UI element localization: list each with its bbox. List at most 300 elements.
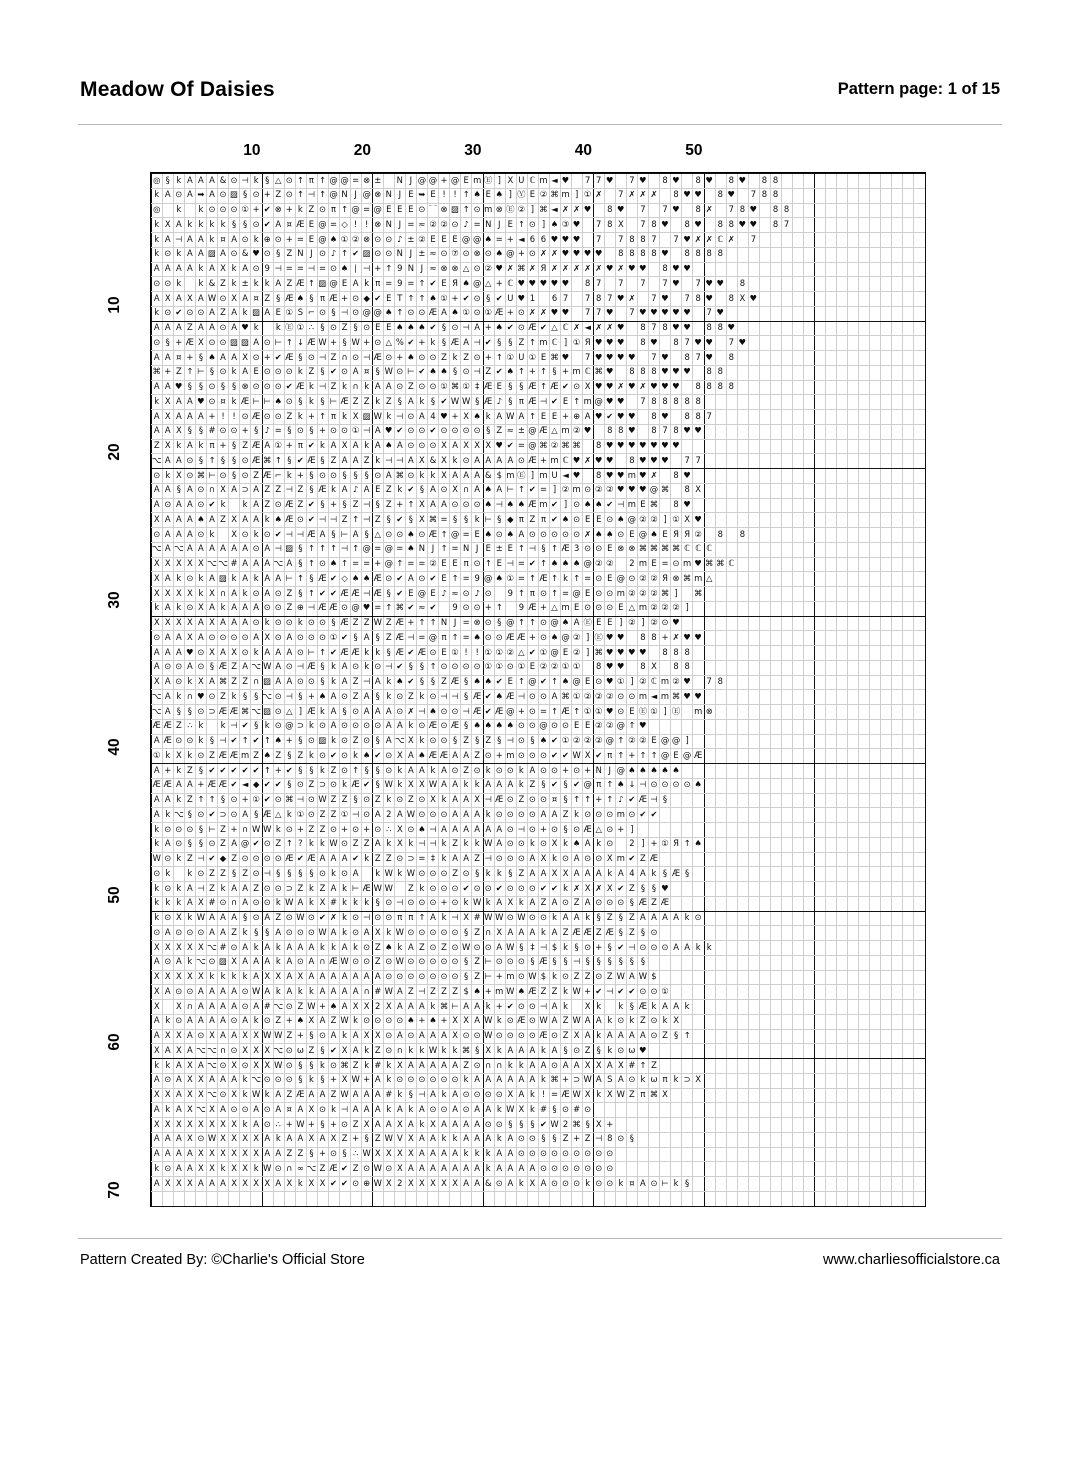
stitch-cell: ⊙ <box>495 1031 503 1041</box>
stitch-cell <box>715 294 725 306</box>
stitch-cell: ♪ <box>496 396 502 406</box>
stitch-cell: § <box>220 382 226 392</box>
stitch-cell: Z <box>640 854 646 864</box>
stitch-cell: ♥ <box>594 455 603 465</box>
stitch-cell: A <box>164 264 171 274</box>
stitch-cell: X <box>595 1119 602 1129</box>
stitch-cell: + <box>528 367 536 377</box>
stitch-cell: Æ <box>296 1090 305 1100</box>
stitch-cell: ⊙ <box>341 750 349 760</box>
stitch-cell: ↑ <box>462 190 470 200</box>
stitch-cell: A <box>352 986 359 996</box>
stitch-cell: § <box>198 824 204 834</box>
stitch-cell: k <box>220 721 226 731</box>
stitch-cell: ⊙ <box>385 750 393 760</box>
stitch-cell: ⊙ <box>539 618 547 628</box>
stitch-cell: A <box>518 1090 525 1100</box>
stitch-cell: X <box>175 1178 182 1188</box>
stitch-cell: ⊙ <box>175 1016 183 1026</box>
stitch-cell: Z <box>275 913 282 923</box>
stitch-cell: = <box>296 264 304 274</box>
stitch-cell: ⌥ <box>151 691 162 701</box>
stitch-cell: ⊙ <box>551 765 559 775</box>
stitch-cell: ⊙ <box>285 1075 293 1085</box>
stitch-cell: ✔ <box>429 573 437 583</box>
stitch-cell: ⊙ <box>385 1016 393 1026</box>
stitch-cell: A <box>209 1016 215 1026</box>
stitch-cell: A <box>153 765 160 775</box>
stitch-cell: X <box>341 1045 348 1055</box>
stitch-cell: = <box>352 559 360 569</box>
stitch-cell: ⊙ <box>164 278 172 288</box>
stitch-cell: ⊙ <box>506 1031 514 1041</box>
stitch-cell: Æ <box>539 957 548 967</box>
stitch-cell: k <box>474 1149 480 1159</box>
stitch-cell: A <box>385 706 392 716</box>
stitch-cell: ] <box>541 219 546 229</box>
stitch-cell: k <box>397 942 403 952</box>
stitch-cell: # <box>263 1001 271 1011</box>
stitch-cell <box>494 589 504 601</box>
stitch-cell: k <box>386 1075 392 1085</box>
stitch-cell: Z <box>463 736 469 746</box>
stitch-cell: ⊙ <box>606 839 614 849</box>
stitch-cell: A <box>419 1134 425 1144</box>
stitch-cell: ⊙ <box>330 1060 338 1070</box>
stitch-cell: A <box>231 1001 237 1011</box>
stitch-cell: A <box>474 809 481 819</box>
stitch-cell: ♥ <box>650 455 658 465</box>
stitch-cell: E <box>585 514 591 524</box>
stitch-cell: ∣ <box>353 264 358 274</box>
stitch-cell: ♥ <box>738 175 747 185</box>
stitch-cell: § <box>541 780 546 790</box>
stitch-cell: ↑ <box>573 795 581 805</box>
stitch-cell: + <box>285 1119 293 1129</box>
stitch-cell: ▨ <box>252 308 261 318</box>
stitch-cell: k <box>353 942 359 952</box>
stitch-cell: ⊙ <box>230 175 238 185</box>
stitch-cell: ⊃ <box>296 721 304 731</box>
stitch-cell: A <box>242 883 248 893</box>
stitch-cell: Z <box>452 868 458 878</box>
stitch-cell: A <box>186 1045 193 1055</box>
stitch-cell: A <box>430 1031 436 1041</box>
stitch-cell: ✔ <box>429 426 437 436</box>
stitch-cell: 9 <box>397 278 403 288</box>
stitch-cell: A <box>209 544 215 554</box>
stitch-cell: k <box>441 795 447 805</box>
stitch-cell: k <box>485 411 491 421</box>
stitch-cell: Æ <box>329 957 338 967</box>
stitch-cell: ¤ <box>220 234 226 244</box>
stitch-cell: Z <box>186 323 193 333</box>
stitch-cell: ⊙ <box>617 1045 625 1055</box>
stitch-cell: ⊣ <box>484 854 492 864</box>
stitch-cell: E <box>430 234 436 244</box>
stitch-cell: ⊙ <box>429 691 437 701</box>
stitch-cell: @ <box>428 175 438 185</box>
stitch-cell: ⊙ <box>495 765 503 775</box>
stitch-cell: Ⓔ <box>506 205 515 215</box>
stitch-cell: A <box>308 972 315 982</box>
stitch-cell: A <box>198 234 204 244</box>
stitch-cell: ♥ <box>561 278 570 288</box>
stitch-cell: X <box>164 972 171 982</box>
stitch-cell: ⊙ <box>484 1119 492 1129</box>
stitch-cell: ⌥ <box>151 455 162 465</box>
stitch-cell: ⊣ <box>296 529 304 539</box>
stitch-cell: ⊙ <box>473 603 481 613</box>
stitch-cell: E <box>551 411 558 421</box>
stitch-cell: ⊙ <box>495 854 503 864</box>
stitch-cell: ② <box>440 219 448 229</box>
stitch-cell: Æ <box>218 662 228 672</box>
stitch-cell: ⊙ <box>274 795 282 805</box>
stitch-cell: k <box>154 190 160 200</box>
stitch-cell: ↑ <box>407 500 415 510</box>
stitch-cell <box>605 279 615 291</box>
stitch-cell: ⊙ <box>517 1134 525 1144</box>
stitch-cell: A <box>330 691 337 701</box>
stitch-cell: ♥ <box>606 308 614 318</box>
stitch-cell: A <box>518 927 525 937</box>
stitch-cell: A <box>275 662 282 672</box>
stitch-cell: ① <box>583 190 592 200</box>
stitch-cell: ⊙ <box>263 883 271 893</box>
stitch-cell <box>572 294 582 306</box>
stitch-cell: A <box>264 588 271 598</box>
stitch-cell: A <box>264 647 271 657</box>
stitch-cell: ♥ <box>683 308 691 318</box>
stitch-cell: 8 <box>673 190 679 200</box>
stitch-cell: k <box>596 1001 602 1011</box>
stitch-cell: ♥ <box>694 691 702 701</box>
stitch-cell: Æ <box>638 898 647 908</box>
stitch-cell: A <box>407 1001 414 1011</box>
stitch-cell: ⊙ <box>462 1031 470 1041</box>
stitch-cell: X <box>242 1163 248 1173</box>
stitch-cell: ∩ <box>352 382 359 392</box>
stitch-cell: ♥ <box>661 219 669 229</box>
stitch-cell: X <box>231 529 237 539</box>
stitch-cell: § <box>309 765 314 775</box>
stitch-cell: ⊙ <box>473 426 481 436</box>
stitch-cell: ∩ <box>286 1163 293 1173</box>
stitch-cell: ↑ <box>451 632 459 642</box>
stitch-cell: @ <box>450 175 460 185</box>
stitch-cell: @ <box>318 234 327 244</box>
stitch-cell: ✔ <box>628 854 636 864</box>
stitch-cell: Æ <box>417 647 426 657</box>
stitch-cell: k <box>154 308 160 318</box>
stitch-cell: + <box>318 1149 326 1159</box>
stitch-cell: 7 <box>684 293 690 303</box>
stitch-cell: Æ <box>694 750 703 760</box>
stitch-cell: ♪ <box>397 234 403 244</box>
stitch-cell: Æ <box>263 470 272 480</box>
stitch-cell: A <box>419 411 425 421</box>
stitch-cell: A <box>452 1104 458 1114</box>
stitch-cell: ↑ <box>396 308 404 318</box>
stitch-cell: E <box>408 190 414 200</box>
stitch-cell: A <box>485 824 492 834</box>
stitch-cell: ⊙ <box>352 662 360 672</box>
stitch-cell: ♠ <box>197 514 205 524</box>
stitch-cell: 7 <box>607 293 613 303</box>
stitch-cell: ↑ <box>307 278 315 288</box>
stitch-cell: ⌐ <box>307 308 315 318</box>
stitch-cell: ⊙ <box>219 632 227 642</box>
stitch-cell: A <box>164 706 171 716</box>
stitch-cell: ] <box>552 485 557 495</box>
stitch-cell: A <box>175 1060 182 1070</box>
stitch-cell: ⊙ <box>396 795 404 805</box>
stitch-cell: ▨ <box>318 278 327 288</box>
stitch-cell <box>627 279 637 291</box>
stitch-cell: A <box>264 957 271 967</box>
stitch-cell: ♥ <box>639 308 647 318</box>
stitch-cell: k <box>529 839 535 849</box>
stitch-cell: ⊙ <box>473 308 481 318</box>
stitch-cell: J <box>498 219 501 229</box>
stitch-cell: ⊣ <box>429 824 437 834</box>
stitch-cell: ⊙ <box>462 426 470 436</box>
stitch-cell <box>726 530 736 542</box>
stitch-cell: ⊣ <box>595 1134 603 1144</box>
stitch-cell: ⊙ <box>551 824 559 834</box>
stitch-cell: ⊙ <box>363 942 371 952</box>
stitch-cell: A <box>463 1001 469 1011</box>
stitch-cell: Æ <box>539 573 548 583</box>
stitch-cell: X <box>231 1060 237 1070</box>
stitch-cell <box>671 353 681 365</box>
stitch-cell: ⊙ <box>363 809 371 819</box>
stitch-cell: X <box>584 883 591 893</box>
stitch-cell: Z <box>651 1060 657 1070</box>
stitch-cell: ⊙ <box>517 323 525 333</box>
stitch-cell: X <box>308 1104 315 1114</box>
stitch-cell: A <box>352 278 359 288</box>
stitch-cell: = <box>363 205 371 215</box>
stitch-cell: + <box>164 765 172 775</box>
stitch-cell: 7 <box>651 323 657 333</box>
stitch-cell: ⊢ <box>451 1001 459 1011</box>
stitch-cell: Æ <box>528 603 537 613</box>
stitch-cell: k <box>673 1075 679 1085</box>
stitch-cell: k <box>154 249 160 259</box>
stitch-cell: ⊙ <box>473 293 481 303</box>
stitch-cell: X <box>198 972 204 982</box>
stitch-cell: ⊙ <box>363 795 371 805</box>
stitch-cell: k <box>154 913 160 923</box>
stitch-cell: A <box>175 632 182 642</box>
stitch-cell: ✔ <box>595 750 603 760</box>
stitch-cell: 7 <box>585 308 591 318</box>
stitch-cell: X <box>595 1060 602 1070</box>
stitch-cell: A <box>441 765 447 775</box>
stitch-cell: A <box>452 441 458 451</box>
stitch-cell: X <box>198 1090 204 1100</box>
stitch-cell: ⊣ <box>263 868 271 878</box>
stitch-cell: A <box>198 411 204 421</box>
stitch-cell: Z <box>419 942 425 952</box>
stitch-cell: ♥ <box>495 441 504 451</box>
stitch-cell: § <box>187 839 192 849</box>
stitch-cell: 2 <box>386 809 392 819</box>
stitch-cell: k <box>397 780 403 790</box>
stitch-cell: ⊙ <box>551 1149 559 1159</box>
stitch-cell: A <box>164 529 171 539</box>
stitch-cell: ⊙ <box>506 795 514 805</box>
stitch-cell: X <box>153 1090 160 1100</box>
stitch-cell: k <box>220 972 226 982</box>
stitch-cell: ♥ <box>561 352 570 362</box>
stitch-cell: § <box>375 898 380 908</box>
stitch-cell: A <box>164 323 171 333</box>
stitch-cell: k <box>165 1016 171 1026</box>
stitch-cell: Z <box>474 927 481 937</box>
stitch-cell: ♪ <box>352 485 359 495</box>
stitch-cell: A <box>374 426 381 436</box>
stitch-cell: m <box>694 573 703 583</box>
stitch-cell: ⊙ <box>363 323 371 333</box>
stitch-cell: ¤ <box>176 352 182 362</box>
stitch-cell: ⊣ <box>363 514 371 524</box>
stitch-cell: ⊙ <box>462 455 470 465</box>
stitch-cell: m <box>561 190 570 200</box>
stitch-cell: k <box>662 1016 668 1026</box>
stitch-cell: k <box>430 765 436 775</box>
stitch-cell: ✗ <box>539 308 547 318</box>
stitch-cell: k <box>386 691 392 701</box>
stitch-cell: ② <box>639 573 647 583</box>
stitch-cell: k <box>297 986 303 996</box>
stitch-cell: A <box>518 1045 525 1055</box>
stitch-cell: ⊃ <box>683 1075 691 1085</box>
stitch-cell: ♥ <box>683 367 691 377</box>
stitch-cell: Æ <box>318 603 327 613</box>
stitch-cell: ◎ <box>153 175 161 185</box>
stitch-cell: ⊙ <box>252 264 260 274</box>
stitch-cell: A <box>430 1163 436 1173</box>
stitch-cell: ♥ <box>705 278 713 288</box>
stitch-cell: k <box>297 367 303 377</box>
top-axis-label: 30 <box>464 142 482 159</box>
stitch-cell: A <box>220 1016 226 1026</box>
stitch-cell: A <box>485 780 492 790</box>
stitch-cell: + <box>341 824 349 834</box>
stitch-cell: + <box>495 278 503 288</box>
stitch-cell: ✗ <box>672 632 680 642</box>
stitch-cell: Z <box>407 382 414 392</box>
stitch-cell: ② <box>550 662 559 672</box>
stitch-cell <box>715 338 725 350</box>
stitch-cell: ♥ <box>606 175 614 185</box>
stitch-cell: ✔ <box>650 809 658 819</box>
stitch-cell: = <box>374 603 382 613</box>
stitch-cell: A <box>286 632 293 642</box>
stitch-cell: ♥ <box>617 632 625 642</box>
stitch-cell: ↑ <box>517 588 525 598</box>
stitch-cell: ↑ <box>539 382 547 392</box>
stitch-cell: X <box>153 677 160 687</box>
stitch-cell: ⊙ <box>484 942 492 952</box>
stitch-cell: ♥ <box>672 323 680 333</box>
stitch-cell: W <box>583 1075 592 1085</box>
stitch-cell: π <box>463 559 469 569</box>
stitch-cell: A <box>242 514 248 524</box>
stitch-cell: § <box>331 618 336 628</box>
stitch-cell: A <box>507 455 514 465</box>
stitch-cell: + <box>484 323 492 333</box>
stitch-cell: Æ <box>207 780 217 790</box>
stitch-cell: ♥ <box>606 455 614 465</box>
stitch-cell: k <box>308 1075 314 1085</box>
stitch-cell: ♥ <box>606 367 614 377</box>
stitch-cell: k <box>342 780 347 790</box>
stitch-cell: X <box>485 441 492 451</box>
stitch-cell: Z <box>595 927 602 937</box>
stitch-cell: ⊙ <box>175 927 183 937</box>
stitch-cell: § <box>342 500 347 510</box>
stitch-cell: ⊙ <box>296 426 304 436</box>
stitch-cell: ⊙ <box>296 647 304 657</box>
stitch-cell: § <box>618 913 623 923</box>
stitch-cell: ♥ <box>683 323 691 333</box>
stitch-cell: 7 <box>662 278 668 288</box>
stitch-cell: ♥ <box>650 382 658 392</box>
stitch-cell: ✔ <box>429 603 437 613</box>
stitch-cell: A <box>474 1001 481 1011</box>
stitch-cell: ⊙ <box>650 942 658 952</box>
stitch-cell <box>583 471 593 483</box>
stitch-cell: § <box>287 426 292 436</box>
stitch-cell: ↑ <box>296 190 304 200</box>
stitch-cell: ↑ <box>484 559 492 569</box>
stitch-cell: A <box>220 249 226 259</box>
stitch-cell: ⊙ <box>562 529 570 539</box>
stitch-cell: W <box>263 662 272 672</box>
stitch-cell: Z <box>474 854 481 864</box>
stitch-cell: @ <box>583 559 592 569</box>
stitch-cell: A <box>275 219 282 229</box>
stitch-cell: § <box>618 957 623 967</box>
stitch-cell: ✔ <box>551 396 559 406</box>
stitch-cell: § <box>231 441 237 451</box>
stitch-cell: Z <box>253 470 260 480</box>
stitch-cell: ✗ <box>573 883 581 893</box>
stitch-cell: m <box>484 205 493 215</box>
stitch-cell: ¤ <box>364 367 370 377</box>
stitch-cell: ⊙ <box>208 337 216 347</box>
stitch-cell: k <box>154 234 160 244</box>
stitch-cell <box>439 603 449 615</box>
stitch-cell: Z <box>562 1134 569 1144</box>
stitch-cell: ± <box>241 278 249 288</box>
stitch-cell: A <box>573 618 580 628</box>
stitch-cell: X <box>485 1045 492 1055</box>
stitch-cell: A <box>529 927 536 937</box>
stitch-cell: A <box>153 1134 160 1144</box>
stitch-cell: A <box>496 780 503 790</box>
stitch-cell: Z <box>562 809 569 819</box>
stitch-cell: ⊣ <box>241 175 249 185</box>
stitch-cell: ⊙ <box>341 765 349 775</box>
stitch-cell <box>737 235 747 247</box>
stitch-cell: ♥ <box>672 618 680 628</box>
stitch-cell: ⊙ <box>352 308 360 318</box>
